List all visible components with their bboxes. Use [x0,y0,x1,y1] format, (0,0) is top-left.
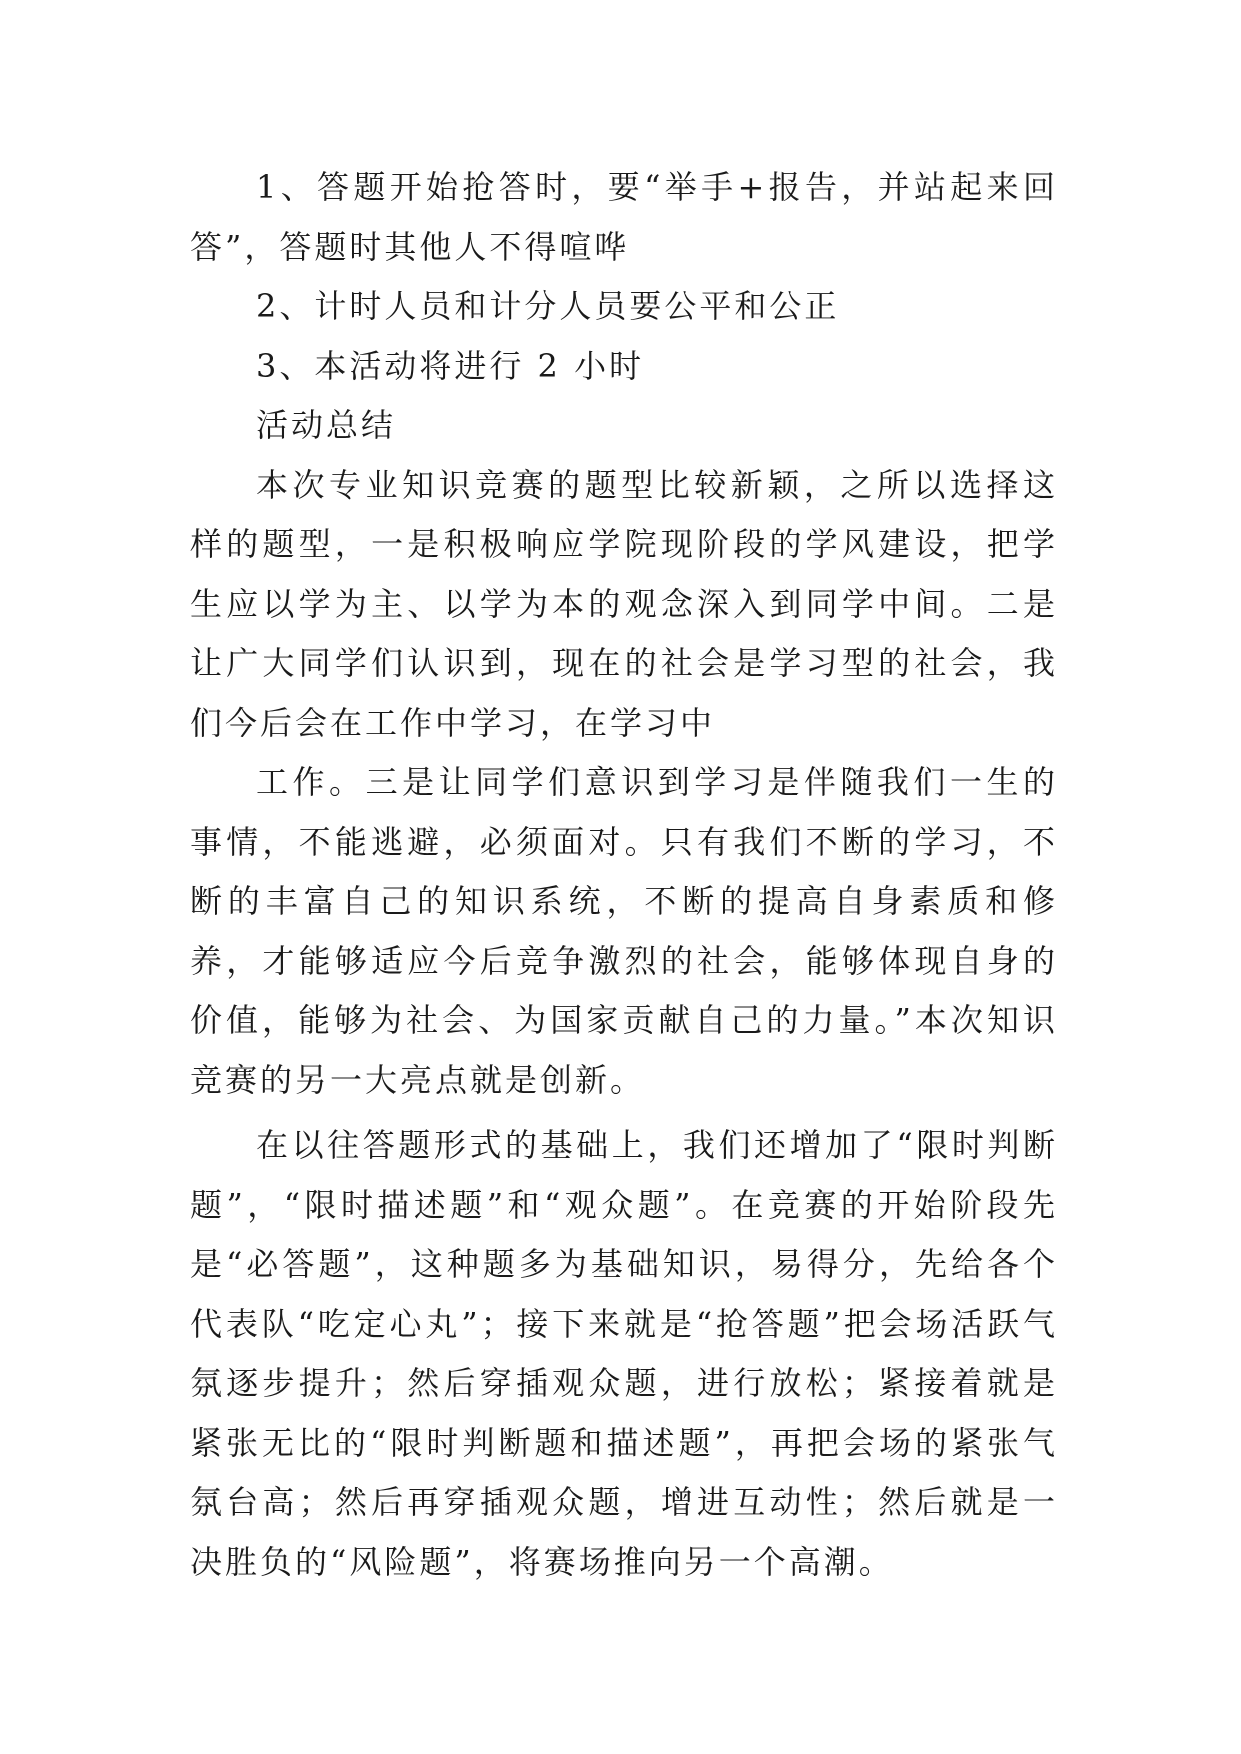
rule-item-3: 3、本活动将进行 2 小时 [256,346,645,385]
summary-paragraph-1: 本次专业知识竞赛的题型比较新颖，之所以选择这样的题型，一是积极响应学院现阶段的学风建设，把学生应以学为主、以学为本的观念深入到同学中间。二是让广大同学们认识到，现在的社会是学习型的社会，我们今后会在工作中学习，在学习中 [190,465,1058,742]
document-body [190,158,1058,1592]
summary-paragraph-3: 在以往答题形式的基础上，我们还增加了“限时判断题”，“限时描述题”和“观众题”。在竞赛的开始阶段先是“必答题”，这种题多为基础知识，易得分，先给各个代表队“吃定心丸”；接下来就是“抢答题”把会场活跃气氛逐步提升；然后穿插观众题，进行放松；紧接着就是紧张无比的“限时判断题和描述题”，再把会场的紧张气氛台高；然后再穿插观众题，增进互动性；然后就是一决胜负的“风险题”，将赛场推向另一个高潮。 [190,1126,1058,1581]
summary-paragraph-2: 工作。三是让同学们意识到学习是伴随我们一生的事情，不能逃避，必须面对。只有我们不断的学习，不断的丰富自己的知识系统，不断的提高自身素质和修养，才能够适应今后竞争激烈的社会，能够体现自身的价值，能够为社会、为国家贡献自己的力量。”本次知识竞赛的另一大亮点就是创新。 [190,763,1058,1099]
rule-item-2: 2、计时人员和计分人员要公平和公正 [256,287,840,325]
rule-item-1: 1、答题开始抢答时，要“举手+报告，并站起来回答”，答题时其他人不得喧哗 [190,168,1058,266]
section-heading: 活动总结 [256,406,397,444]
